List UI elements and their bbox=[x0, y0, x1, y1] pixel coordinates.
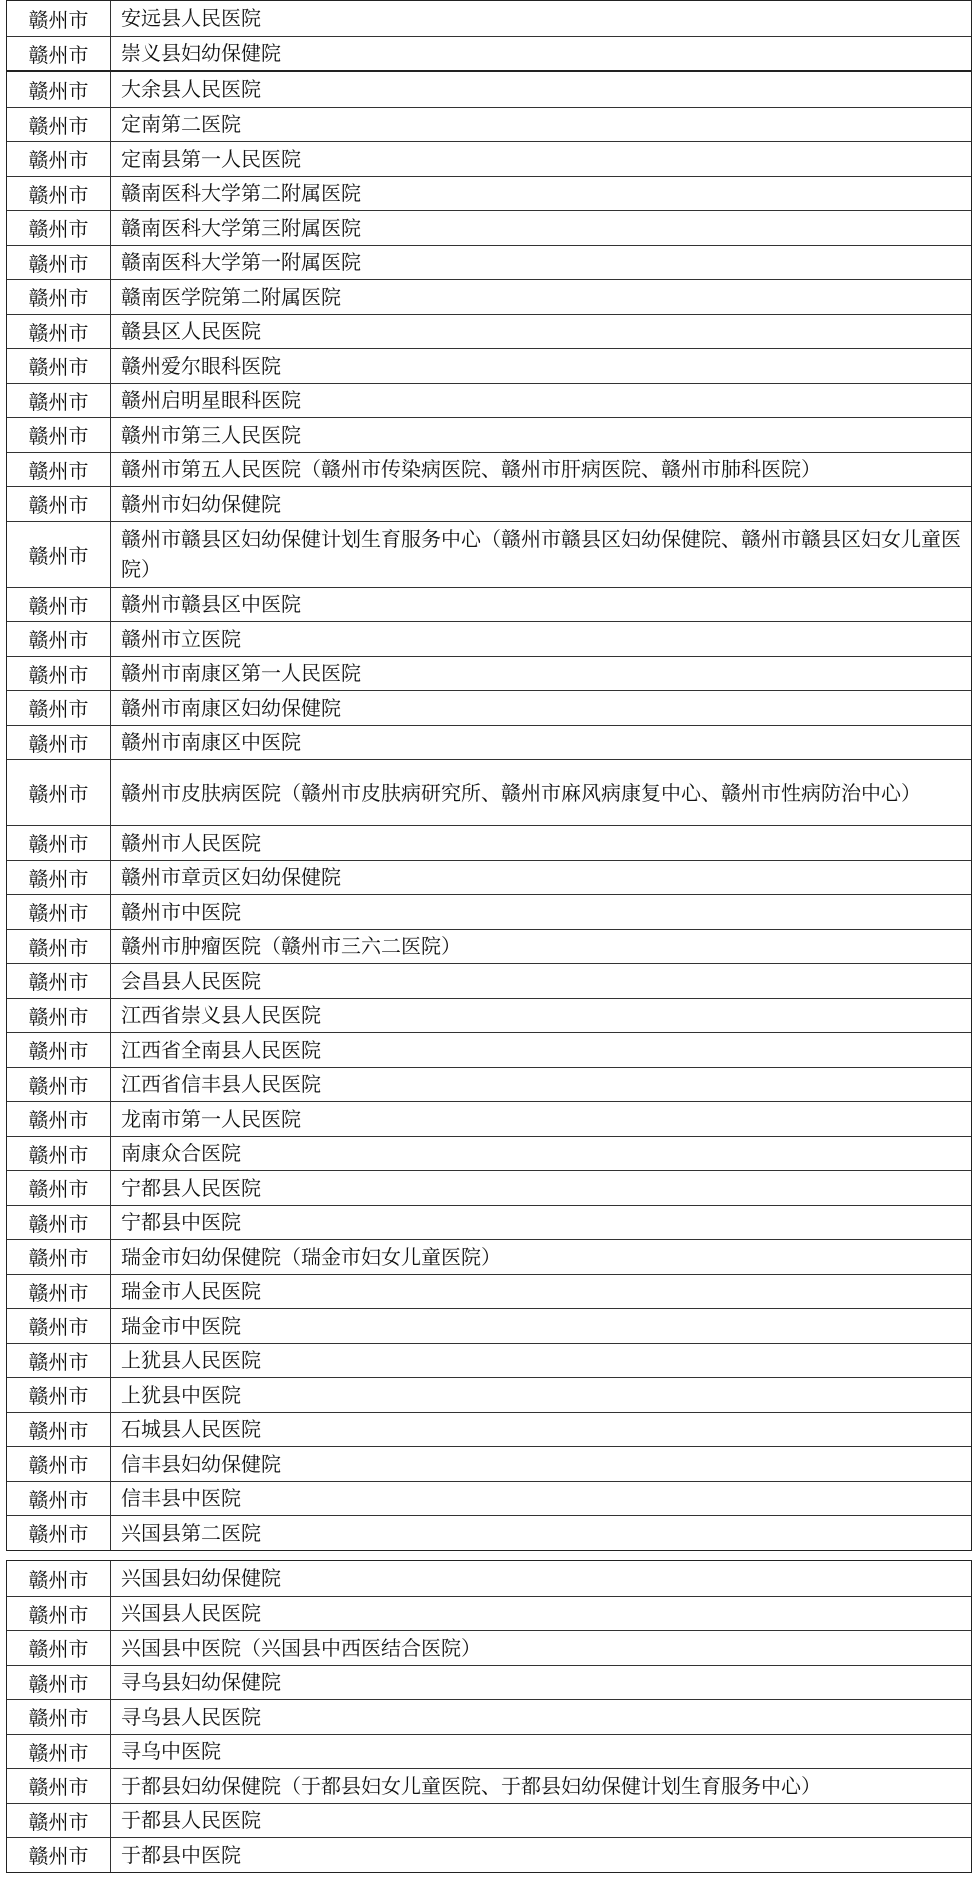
city-cell: 赣州市 bbox=[7, 1735, 111, 1769]
table-row bbox=[7, 1630, 971, 1665]
city-cell: 赣州市 bbox=[7, 108, 111, 142]
city-cell: 赣州市 bbox=[7, 1700, 111, 1734]
city-cell: 赣州市 bbox=[7, 1769, 111, 1803]
table-row bbox=[7, 1136, 971, 1171]
city-cell: 赣州市 bbox=[7, 1413, 111, 1447]
hospital-name-cell: 定南第二医院 bbox=[121, 112, 241, 137]
hospital-name-cell: 安远县人民医院 bbox=[121, 6, 261, 31]
table-row bbox=[7, 1343, 971, 1378]
city-cell: 赣州市 bbox=[7, 418, 111, 452]
city-cell: 赣州市 bbox=[7, 760, 111, 825]
table-row bbox=[7, 656, 971, 691]
table-row bbox=[7, 1699, 971, 1734]
table-row bbox=[7, 452, 971, 487]
city-cell: 赣州市 bbox=[7, 691, 111, 725]
city-cell: 赣州市 bbox=[7, 1631, 111, 1665]
city-cell: 赣州市 bbox=[7, 1, 111, 36]
table-row bbox=[7, 759, 971, 825]
hospital-name-cell: 赣州市第五人民医院（赣州市传染病医院、赣州市肝病医院、赣州市肺科医院） bbox=[121, 457, 821, 482]
hospital-name-cell: 赣县区人民医院 bbox=[121, 319, 261, 344]
table-row bbox=[7, 486, 971, 521]
table-row bbox=[7, 314, 971, 349]
table-row bbox=[7, 998, 971, 1033]
hospital-name-cell: 南康众合医院 bbox=[121, 1141, 241, 1166]
city-cell: 赣州市 bbox=[7, 1309, 111, 1343]
hospital-name-cell: 赣州市南康区第一人民医院 bbox=[121, 661, 361, 686]
city-cell: 赣州市 bbox=[7, 1447, 111, 1481]
hospital-name-cell: 兴国县第二医院 bbox=[121, 1520, 261, 1545]
city-cell: 赣州市 bbox=[7, 453, 111, 487]
hospital-name-cell: 江西省全南县人民医院 bbox=[121, 1037, 321, 1062]
city-cell: 赣州市 bbox=[7, 211, 111, 245]
hospital-name-cell: 上犹县人民医院 bbox=[121, 1348, 261, 1373]
city-cell: 赣州市 bbox=[7, 72, 111, 107]
hospital-name-cell: 赣南医科大学第二附属医院 bbox=[121, 181, 361, 206]
table-row bbox=[7, 521, 971, 587]
city-cell: 赣州市 bbox=[7, 246, 111, 280]
city-cell: 赣州市 bbox=[7, 726, 111, 760]
table-block-3 bbox=[6, 1560, 972, 1873]
table-row bbox=[7, 725, 971, 760]
table-row bbox=[7, 1, 971, 36]
city-cell: 赣州市 bbox=[7, 1240, 111, 1274]
city-cell: 赣州市 bbox=[7, 930, 111, 964]
table-row bbox=[7, 383, 971, 418]
hospital-name-cell: 宁都县中医院 bbox=[121, 1210, 241, 1235]
hospital-name-cell: 兴国县人民医院 bbox=[121, 1601, 261, 1626]
hospital-name-cell: 瑞金市人民医院 bbox=[121, 1279, 261, 1304]
city-cell: 赣州市 bbox=[7, 1137, 111, 1171]
hospital-name-cell: 崇义县妇幼保健院 bbox=[121, 41, 281, 66]
hospital-name-cell: 宁都县人民医院 bbox=[121, 1175, 261, 1200]
hospital-name-cell: 于都县妇幼保健院（于都县妇女儿童医院、于都县妇幼保健计划生育服务中心） bbox=[121, 1773, 821, 1798]
table-block-1 bbox=[6, 0, 972, 71]
hospital-name-cell: 瑞金市中医院 bbox=[121, 1313, 241, 1338]
city-cell: 赣州市 bbox=[7, 177, 111, 211]
city-cell: 赣州市 bbox=[7, 622, 111, 656]
table-row bbox=[7, 894, 971, 929]
hospital-name-cell: 赣州市肿瘤医院（赣州市三六二医院） bbox=[121, 934, 461, 959]
hospital-name-cell: 赣州市第三人民医院 bbox=[121, 422, 301, 447]
table-row bbox=[7, 36, 971, 71]
city-cell: 赣州市 bbox=[7, 1033, 111, 1067]
city-cell: 赣州市 bbox=[7, 280, 111, 314]
city-cell: 赣州市 bbox=[7, 1206, 111, 1240]
hospital-name-cell: 寻乌县妇幼保健院 bbox=[121, 1670, 281, 1695]
table-row bbox=[7, 1515, 971, 1550]
table-row bbox=[7, 348, 971, 383]
city-cell: 赣州市 bbox=[7, 315, 111, 349]
table-row bbox=[7, 1412, 971, 1447]
city-cell: 赣州市 bbox=[7, 999, 111, 1033]
table-row bbox=[7, 245, 971, 280]
city-cell: 赣州市 bbox=[7, 1804, 111, 1838]
table-row bbox=[7, 929, 971, 964]
table-row bbox=[7, 72, 971, 107]
city-cell: 赣州市 bbox=[7, 1838, 111, 1872]
hospital-name-cell: 赣南医科大学第一附属医院 bbox=[121, 250, 361, 275]
hospital-name-cell: 赣州市妇幼保健院 bbox=[121, 491, 281, 516]
city-cell: 赣州市 bbox=[7, 1482, 111, 1516]
table-row bbox=[7, 279, 971, 314]
table-row bbox=[7, 1446, 971, 1481]
city-cell: 赣州市 bbox=[7, 384, 111, 418]
city-cell: 赣州市 bbox=[7, 1666, 111, 1700]
city-cell: 赣州市 bbox=[7, 1378, 111, 1412]
city-cell: 赣州市 bbox=[7, 1597, 111, 1631]
hospital-name-cell: 赣州市赣县区中医院 bbox=[121, 592, 301, 617]
city-cell: 赣州市 bbox=[7, 895, 111, 929]
table-row bbox=[7, 1481, 971, 1516]
table-row bbox=[7, 1561, 971, 1596]
city-cell: 赣州市 bbox=[7, 1561, 111, 1596]
table-row bbox=[7, 1768, 971, 1803]
hospital-name-cell: 江西省崇义县人民医院 bbox=[121, 1003, 321, 1028]
city-cell: 赣州市 bbox=[7, 861, 111, 895]
hospital-name-cell: 上犹县中医院 bbox=[121, 1382, 241, 1407]
table-row bbox=[7, 1239, 971, 1274]
city-cell: 赣州市 bbox=[7, 487, 111, 521]
table-row bbox=[7, 1170, 971, 1205]
city-cell: 赣州市 bbox=[7, 1275, 111, 1309]
city-cell: 赣州市 bbox=[7, 349, 111, 383]
hospital-name-cell: 赣州市赣县区妇幼保健计划生育服务中心（赣州市赣县区妇幼保健院、赣州市赣县区妇女儿童医院） bbox=[121, 527, 961, 581]
city-cell: 赣州市 bbox=[7, 37, 111, 71]
hospital-name-cell: 兴国县妇幼保健院 bbox=[121, 1566, 281, 1591]
hospital-name-cell: 赣州市中医院 bbox=[121, 899, 241, 924]
city-cell: 赣州市 bbox=[7, 964, 111, 998]
hospital-name-cell: 赣南医学院第二附属医院 bbox=[121, 284, 341, 309]
table-row bbox=[7, 1596, 971, 1631]
table-row bbox=[7, 210, 971, 245]
hospital-name-cell: 赣州市南康区中医院 bbox=[121, 730, 301, 755]
table-row bbox=[7, 1274, 971, 1309]
table-row bbox=[7, 963, 971, 998]
hospital-name-cell: 于都县人民医院 bbox=[121, 1808, 261, 1833]
hospital-name-cell: 定南县第一人民医院 bbox=[121, 146, 301, 171]
hospital-name-cell: 江西省信丰县人民医院 bbox=[121, 1072, 321, 1097]
hospital-name-cell: 兴国县中医院（兴国县中西医结合医院） bbox=[121, 1635, 481, 1660]
table-row bbox=[7, 1377, 971, 1412]
city-cell: 赣州市 bbox=[7, 522, 111, 587]
table-row bbox=[7, 860, 971, 895]
city-cell: 赣州市 bbox=[7, 1344, 111, 1378]
city-cell: 赣州市 bbox=[7, 1516, 111, 1550]
table-row bbox=[7, 621, 971, 656]
hospital-name-cell: 信丰县妇幼保健院 bbox=[121, 1451, 281, 1476]
city-cell: 赣州市 bbox=[7, 588, 111, 622]
table-row bbox=[7, 417, 971, 452]
table-row bbox=[7, 107, 971, 142]
city-cell: 赣州市 bbox=[7, 1068, 111, 1102]
table-row bbox=[7, 1837, 971, 1872]
table-row bbox=[7, 1101, 971, 1136]
hospital-name-cell: 赣州市皮肤病医院（赣州市皮肤病研究所、赣州市麻风病康复中心、赣州市性病防治中心） bbox=[121, 780, 921, 805]
city-cell: 赣州市 bbox=[7, 1171, 111, 1205]
hospital-name-cell: 寻乌县人民医院 bbox=[121, 1704, 261, 1729]
city-cell: 赣州市 bbox=[7, 142, 111, 176]
hospital-list-sheet bbox=[6, 0, 974, 1877]
hospital-name-cell: 信丰县中医院 bbox=[121, 1486, 241, 1511]
table-row bbox=[7, 176, 971, 211]
hospital-name-cell: 寻乌中医院 bbox=[121, 1739, 221, 1764]
table-row bbox=[7, 1205, 971, 1240]
table-row bbox=[7, 825, 971, 860]
hospital-name-cell: 大余县人民医院 bbox=[121, 77, 261, 102]
city-cell: 赣州市 bbox=[7, 1102, 111, 1136]
hospital-name-cell: 赣州市南康区妇幼保健院 bbox=[121, 695, 341, 720]
hospital-name-cell: 赣州市章贡区妇幼保健院 bbox=[121, 865, 341, 890]
table-row bbox=[7, 141, 971, 176]
table-row bbox=[7, 1032, 971, 1067]
hospital-name-cell: 赣州启明星眼科医院 bbox=[121, 388, 301, 413]
city-cell: 赣州市 bbox=[7, 826, 111, 860]
hospital-name-cell: 石城县人民医院 bbox=[121, 1417, 261, 1442]
hospital-name-cell: 于都县中医院 bbox=[121, 1842, 241, 1867]
hospital-name-cell: 赣南医科大学第三附属医院 bbox=[121, 215, 361, 240]
table-row bbox=[7, 1067, 971, 1102]
table-block-2 bbox=[6, 71, 972, 1551]
table-row bbox=[7, 690, 971, 725]
hospital-name-cell: 赣州市人民医院 bbox=[121, 830, 261, 855]
hospital-name-cell: 会昌县人民医院 bbox=[121, 968, 261, 993]
hospital-name-cell: 龙南市第一人民医院 bbox=[121, 1106, 301, 1131]
hospital-name-cell: 瑞金市妇幼保健院（瑞金市妇女儿童医院） bbox=[121, 1244, 501, 1269]
table-row bbox=[7, 1734, 971, 1769]
table-row bbox=[7, 587, 971, 622]
table-row bbox=[7, 1665, 971, 1700]
city-cell: 赣州市 bbox=[7, 657, 111, 691]
hospital-name-cell: 赣州爱尔眼科医院 bbox=[121, 353, 281, 378]
table-row bbox=[7, 1308, 971, 1343]
hospital-name-cell: 赣州市立医院 bbox=[121, 626, 241, 651]
table-row bbox=[7, 1803, 971, 1838]
